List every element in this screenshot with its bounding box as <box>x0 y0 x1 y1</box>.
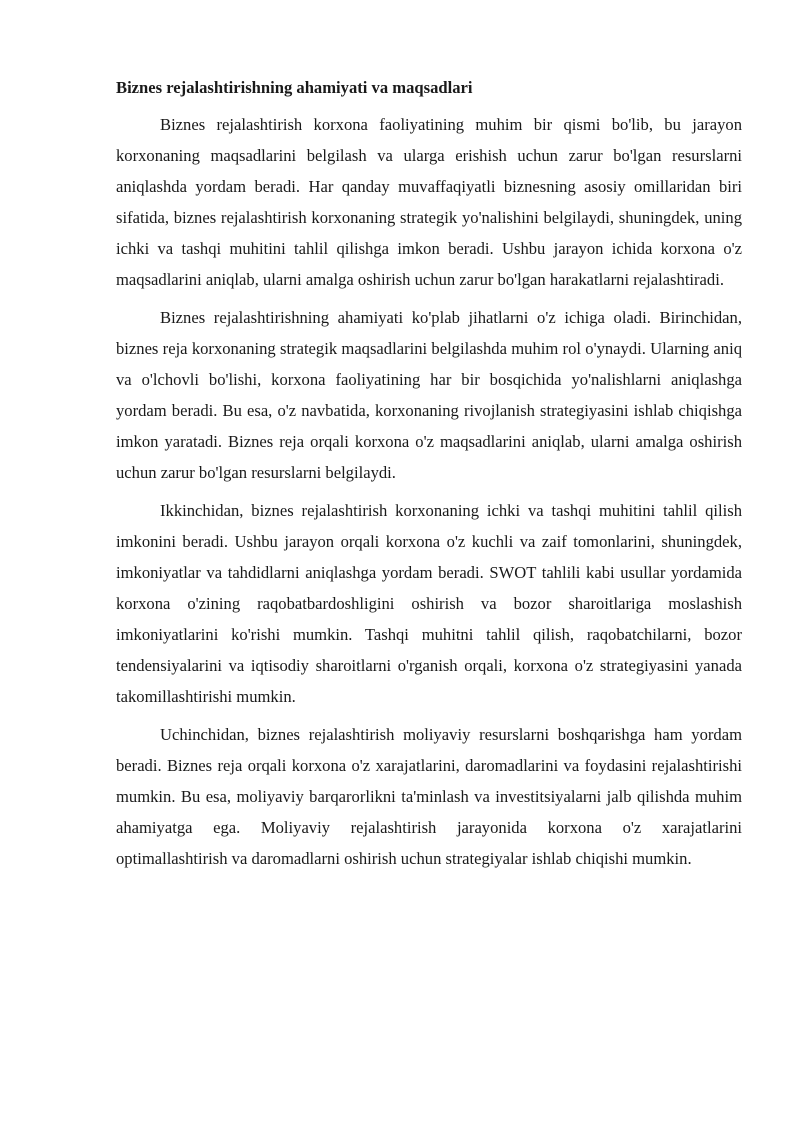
paragraph-4: Uchinchidan, biznes rejalashtirish moliyaviy resurslarni boshqarishga ham yordam beradi. Biznes reja orqali korxona o'z xarajatlarini, daromadlarini va foydasini rejalashtirishi mumkin. Bu esa, moliyaviy barqarorlikni ta'minlash va investitsiyalarni jalb qilishda muhim ahamiyatga ega. Moliyaviy rejalashtirish jarayonida korxona o'z xarajatlarini optimallashtirish va daromadlarni oshirish uchun strategiyalar ishlab chiqishi mumkin. <box>116 725 742 868</box>
paragraph-1: Biznes rejalashtirish korxona faoliyatining muhim bir qismi bo'lib, bu jarayon korxonaning maqsadlarini belgilash va ularga erishish uchun zarur bo'lgan resurslarni aniqlashda yordam beradi. Har qanday muvaffaqiyatli biznesning asosiy omillaridan biri sifatida, biznes rejalashtirish korxonaning strategik yo'nalishini belgilaydi, shuningdek, uning ichki va tashqi muhitini tahlil qilishga imkon beradi. Ushbu jarayon ichida korxona o'z maqsadlarini aniqlab, ularni amalga oshirish uchun zarur bo'lgan harakatlarni rejalashtiradi. <box>116 115 742 289</box>
paragraph-2: Biznes rejalashtirishning ahamiyati ko'plab jihatlarni o'z ichiga oladi. Birinchidan, biznes reja korxonaning strategik maqsadlarini belgilashda muhim rol o'ynaydi. Ularning aniq va o'lchovli bo'lishi, korxona faoliyatining har bir bosqichida yo'nalishlarni aniqlashga yordam beradi. Bu esa, o'z navbatida, korxonaning rivojlanish strategiyasini ishlab chiqishga imkon yaratadi. Biznes reja orqali korxona o'z maqsadlarini aniqlab, ularni amalga oshirish uchun zarur bo'lgan resurslarni belgilaydi. <box>116 308 742 482</box>
paragraph-3: Ikkinchidan, biznes rejalashtirish korxonaning ichki va tashqi muhitini tahlil qilish imkonini beradi. Ushbu jarayon orqali korxona o'z kuchli va zaif tomonlarini, shuningdek, imkoniyatlar va tahdidlarni aniqlashga yordam beradi. SWOT tahlili kabi usullar yordamida korxona o'zining raqobatbardoshligini oshirish va bozor sharoitlariga moslashish imkoniyatlarini ko'rishi mumkin. Tashqi muhitni tahlil qilish, raqobatchilarni, bozor tendensiyalarini va iqtisodiy sharoitlarni o'rganish orqali, korxona o'z strategiyasini yanada takomillashtirishi mumkin. <box>116 501 742 706</box>
document-body <box>116 72 742 874</box>
section-heading: Biznes rejalashtirishning ahamiyati va maqsadlari <box>116 78 473 97</box>
